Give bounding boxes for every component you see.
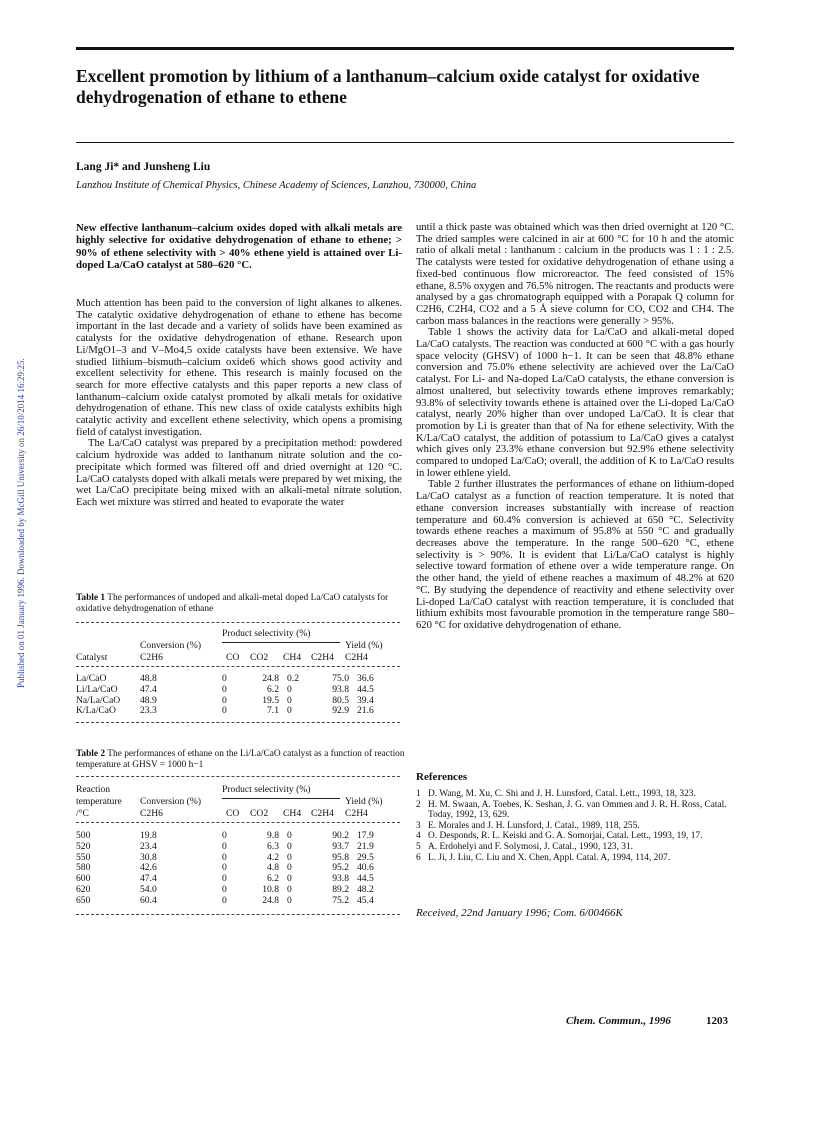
table-cell: 0 xyxy=(287,694,292,706)
table-cell: 520 xyxy=(76,840,91,852)
reference-text: H. M. Swaan, A. Toebes, K. Seshan, J. G. van Ommen and J. R. H. Ross, Catal. Today, 1992, 13, 629. xyxy=(428,799,727,821)
table-cell: Li/La/CaO xyxy=(76,683,118,695)
table-cell: 48.2 xyxy=(357,883,374,895)
table-cell: 620 xyxy=(76,883,91,895)
table2-h-temp2: temperature xyxy=(76,796,122,807)
table-cell: 40.6 xyxy=(357,862,374,874)
title-rule xyxy=(76,142,734,143)
reference-number: 5 xyxy=(416,841,421,852)
table-cell: 7.1 xyxy=(267,705,279,717)
table-cell: 600 xyxy=(76,873,91,885)
abstract: New effective lanthanum–calcium oxides doped with alkali metals are highly selective for oxidative dehydrogenation of ethane to ethene; > 90% of ethene selectivity with > 40% ethene yield is attained over Li-doped La/CaO catalyst at 580–620 °C. xyxy=(76,222,402,271)
table-cell: 39.4 xyxy=(357,694,374,706)
table2-caption xyxy=(76,749,406,771)
table-cell: 0 xyxy=(222,894,227,906)
reference-text: O. Desponds, R. L. Keiski and G. A. Somorjai, Catal. Lett., 1993, 19, 17. xyxy=(428,831,703,842)
table2-body xyxy=(76,831,397,907)
paragraph: Table 2 further illustrates the performances of ethane on lithium-doped La/CaO catalyst as a function of reaction temperature. It is noted that ethane conversion increases substantially with increase of reaction temperature and 60.4% conversion is achieved at 650 °C. Selectivity towards ethene reaches a maximum of 95.8% at 550 °C and gradually decreases above the temperature. In the range 500–620 °C, ethene selectivity is > 90%. It is evident that Li/La/CaO catalyst is highly selective toward formation of ethene over a wide temperature range. On the other hand, the yield of ethene reaches a maximum of 48.2% at 620 °C. By studying the dependence of reactivity and ethene selectivity over Li-doped La/CaO catalyst with reaction temperature, it is concluded that lithium exhibits most favourable promotion in the temperature range 580–620 °C for oxidative dehydrogenation of ethane. xyxy=(416,479,734,631)
page-number: 1203 xyxy=(706,1015,728,1027)
table2-h-temp1: Reaction xyxy=(76,784,111,795)
references-heading: References xyxy=(416,771,468,783)
journal-footer: Chem. Commun., 1996 xyxy=(566,1015,671,1027)
table-cell: 0 xyxy=(287,705,292,717)
reference-item xyxy=(416,821,734,832)
paragraph: The La/CaO catalyst was prepared by a precipitation method: powdered calcium hydroxide was added to lanthanum nitrate solution and the co-precipitate which formed was filtered off and dried overnight at 120 °C. La/CaO catalysts doped with alkali metals were prepared by wet mixing, the wet La/CaO precipitate being mixed with an alkali-metal nitrate solution. Each wet mixture was stirred and heated to evaporate the water xyxy=(76,438,402,508)
table2-sub-co2: CO2 xyxy=(250,808,269,819)
table2-sub-co: CO xyxy=(226,808,240,819)
table-cell: 0 xyxy=(287,873,292,885)
table2-h-temp3: /°C xyxy=(76,808,89,819)
table-cell: 0 xyxy=(222,683,227,695)
table-cell: 0 xyxy=(222,851,227,863)
table-cell: 45.4 xyxy=(357,894,374,906)
table1-bottom-rule xyxy=(76,722,400,723)
table-cell: 0 xyxy=(222,862,227,874)
table-cell: 0 xyxy=(287,862,292,874)
table2-bottom-rule xyxy=(76,914,400,915)
table2-h-conv: Conversion (%) xyxy=(140,796,202,807)
table2-top-rule xyxy=(76,776,400,777)
table-cell: 92.9 xyxy=(332,705,349,717)
table-cell: 60.4 xyxy=(140,894,157,906)
table1-group-header: Product selectivity (%) xyxy=(222,628,311,639)
table-cell: 0 xyxy=(222,883,227,895)
paragraph: Much attention has been paid to the conversion of light alkanes to alkenes. The catalytic oxidative dehydrogenation of ethane to ethene has become important in the last decade and a variety of solids have been examined as catalysts for the oxidative dehydrogenation of ethane. Research upon Li/MgO1–3 and V–Mo4,5 oxide catalysts have been extensive. We have studied lithium–bismuth–calcium oxide6 which shows good activity and excellent selectivity for ethene. This research is mainly focused on the search for more effective catalysts and this paper reports a new class of lanthanum–calcium oxide catalyst promoted by alkali metals for oxidative dehydrogenation of ethane. This new class of oxide catalysts exhibits high catalytic activity and excellent ethene selectivity, which opens a promising field of catalyst investigation. xyxy=(76,298,402,438)
reference-item xyxy=(416,831,734,842)
table1-mid-rule xyxy=(76,666,400,667)
table-cell: 42.6 xyxy=(140,862,157,874)
table-cell: 0 xyxy=(222,705,227,717)
table-cell: Na/La/CaO xyxy=(76,694,121,706)
table-cell: 75.0 xyxy=(332,673,349,684)
table-cell: 80.5 xyxy=(332,694,349,706)
table1-top-rule xyxy=(76,622,400,623)
reference-number: 3 xyxy=(416,820,421,831)
table-cell: 6.2 xyxy=(267,873,279,885)
table-cell: 93.7 xyxy=(332,840,349,852)
table-cell: 0 xyxy=(287,883,292,895)
table-cell: 29.5 xyxy=(357,851,374,863)
table-row xyxy=(76,896,397,907)
table1-caption xyxy=(76,593,406,615)
table2-group-header: Product selectivity (%) xyxy=(222,784,311,795)
table1-h-yield: Yield (%) xyxy=(345,640,383,651)
table-cell: 580 xyxy=(76,862,91,874)
table2-h-yield: Yield (%) xyxy=(345,796,383,807)
table1-group-rule xyxy=(222,642,340,643)
table-cell: 0 xyxy=(287,894,292,906)
table-cell: 0 xyxy=(287,851,292,863)
left-column xyxy=(76,298,402,509)
reference-text: D. Wang, M. Xu, C. Shi and J. H. Lunsford, Catal. Lett., 1993, 18, 323. xyxy=(428,789,696,799)
table-cell: 44.5 xyxy=(357,683,374,695)
reference-text: E. Morales and J. H. Lunsford, J. Catal., 1989, 118, 255. xyxy=(428,820,640,831)
table-cell: 47.4 xyxy=(140,683,157,695)
right-column xyxy=(416,222,734,632)
table-cell: 48.9 xyxy=(140,694,157,706)
article-title: Excellent promotion by lithium of a lanthanum–calcium oxide catalyst for oxidative dehydrogenation of ethane to ethene xyxy=(76,66,700,107)
table-cell: 21.6 xyxy=(357,705,374,717)
table-cell: 24.8 xyxy=(262,894,279,906)
table1-sub-c2h4: C2H4 xyxy=(311,652,334,663)
table-cell: 0 xyxy=(222,673,227,684)
table-cell: 95.8 xyxy=(332,851,349,863)
table-cell: 23.4 xyxy=(140,840,157,852)
table1-body xyxy=(76,674,397,717)
table2-sub-ch4: CH4 xyxy=(283,808,302,819)
table1-h-catalyst: Catalyst xyxy=(76,652,108,663)
table-cell: 10.8 xyxy=(262,883,279,895)
reference-text: A. Erdohelyi and F. Solymosi, J. Catal., 1990, 123, 31. xyxy=(428,841,633,852)
table1-sub-co2: CO2 xyxy=(250,652,269,663)
table-cell: 19.8 xyxy=(140,830,157,841)
references-list xyxy=(416,789,734,863)
table-cell: 4.2 xyxy=(267,851,279,863)
reference-item xyxy=(416,789,734,800)
table-cell: 21.9 xyxy=(357,840,374,852)
table-cell: 54.0 xyxy=(140,883,157,895)
table-cell: 93.8 xyxy=(332,683,349,695)
table1-caption-text: The performances of undoped and alkali-metal doped La/CaO catalysts for oxidative dehydrogenation of ethane xyxy=(76,593,389,614)
reference-item xyxy=(416,853,734,864)
reference-item xyxy=(416,842,734,853)
table-row xyxy=(76,685,397,696)
top-rule xyxy=(76,47,734,50)
paragraph: until a thick paste was obtained which was then dried overnight at 120 °C. The dried samples were calcined in air at 600 °C for 10 h and the atomic ratio of alkali metal : lanthanum : calcium in the products was 1 : 1 : 2.5. The catalysts were tested for oxidative dehydrogenation of ethane using a fixed-bed continuous flow microreactor. The feed consisted of 15% ethane, 8.5% oxygen and 76.5% nitrogen. The reactants and products were analysed by a gas chromatograph equipped with a Porapak Q column for C2H6, C2H4, CO2 and a 5 Å sieve column for CO, CO2 and CH4. The carbon mass balances in the reactions were generally > 95%. xyxy=(416,222,734,327)
download-stamp-text: Published on 01 January 1996. Downloaded by McGill University on 26/10/2014 16:29:25. xyxy=(16,358,26,688)
reference-number: 1 xyxy=(416,789,421,799)
table-cell: 6.3 xyxy=(267,840,279,852)
table2-h-conv2: C2H6 xyxy=(140,808,163,819)
table-cell: 93.8 xyxy=(332,873,349,885)
table-cell: 0 xyxy=(222,840,227,852)
table2-h-yield2: C2H4 xyxy=(345,808,368,819)
table-cell: 44.5 xyxy=(357,873,374,885)
table-cell: 0.2 xyxy=(287,673,299,684)
table-cell: 0 xyxy=(222,694,227,706)
table1-sub-ch4: CH4 xyxy=(283,652,302,663)
reference-item xyxy=(416,800,734,821)
table2-sub-c2h4: C2H4 xyxy=(311,808,334,819)
affiliation: Lanzhou Institute of Chemical Physics, Chinese Academy of Sciences, Lanzhou, 730000, China xyxy=(76,180,477,191)
table1-h-conv: Conversion (%) xyxy=(140,640,202,651)
table2-mid-rule xyxy=(76,822,400,823)
reference-number: 2 xyxy=(416,799,421,810)
table2-caption-text: The performances of ethane on the Li/La/CaO catalyst as a function of reaction temperature at GHSV = 1000 h−1 xyxy=(76,749,405,770)
table-cell: La/CaO xyxy=(76,673,107,684)
table-cell: 4.8 xyxy=(267,862,279,874)
reference-text: L. Ji, J. Liu, C. Liu and X. Chen, Appl. Catal. A, 1994, 114, 207. xyxy=(428,852,671,863)
table1-h-yield2: C2H4 xyxy=(345,652,368,663)
download-stamp xyxy=(2,258,26,688)
table2-group-rule xyxy=(222,798,340,799)
table-cell: 36.6 xyxy=(357,673,374,684)
table1-h-conv2: C2H6 xyxy=(140,652,163,663)
table-cell: 0 xyxy=(287,683,292,695)
table1-label: Table 1 xyxy=(76,593,106,603)
table-cell: 48.8 xyxy=(140,673,157,684)
table-row xyxy=(76,842,397,853)
table-cell: 30.8 xyxy=(140,851,157,863)
table-cell: 89.2 xyxy=(332,883,349,895)
authors: Lang Ji* and Junsheng Liu xyxy=(76,161,211,173)
table-cell: 0 xyxy=(222,873,227,885)
table-cell: 9.8 xyxy=(267,830,279,841)
table1-sub-co: CO xyxy=(226,652,240,663)
table-cell: 95.2 xyxy=(332,862,349,874)
table-cell: 0 xyxy=(222,830,227,841)
table2-label: Table 2 xyxy=(76,749,106,759)
paragraph: Table 1 shows the activity data for La/CaO and alkali-metal doped La/CaO catalysts. The reaction was conducted at 600 °C with a gas hourly space velocity (GHSV) of 1000 h−1. It can be seen that 48.8% ethane conversion and 75.0% ethene selectivity are achieved over the La/CaO catalyst. For Li- and Na-doped La/CaO catalysts, the ethane conversion is almost unaltered, but selectivity towards ethene improves remarkably; 93.8% of selectivity towards ethene is attained over the Li-doped La/CaO catalyst, nearly 20% higher than over undoped La/CaO. It is clear that promotion by Li is greater than that of Na for ethene selectivity. With the K/La/CaO catalyst, the addition of potassium to La/CaO gives a catalyst which gives only 23.3% ethane conversion but 92.9% ethene selectivity compared to undoped La/CaO; overall, the addition of K to La/CaO results in lower ethlene yield. xyxy=(416,327,734,479)
table-cell: 17.9 xyxy=(357,830,374,841)
reference-number: 6 xyxy=(416,852,421,863)
table-cell: 0 xyxy=(287,840,292,852)
table-cell: 500 xyxy=(76,830,91,841)
received-line: Received, 22nd January 1996; Com. 6/00466K xyxy=(416,907,623,919)
table-cell: 75.2 xyxy=(332,894,349,906)
table-cell: 24.8 xyxy=(262,673,279,684)
reference-number: 4 xyxy=(416,831,421,842)
table-cell: K/La/CaO xyxy=(76,705,116,717)
table-cell: 650 xyxy=(76,894,91,906)
table-cell: 23.3 xyxy=(140,705,157,717)
table-cell: 90.2 xyxy=(332,830,349,841)
table-cell: 19.5 xyxy=(262,694,279,706)
table-row xyxy=(76,706,397,717)
table-cell: 550 xyxy=(76,851,91,863)
table-cell: 0 xyxy=(287,830,292,841)
table-cell: 6.2 xyxy=(267,683,279,695)
table-cell: 47.4 xyxy=(140,873,157,885)
